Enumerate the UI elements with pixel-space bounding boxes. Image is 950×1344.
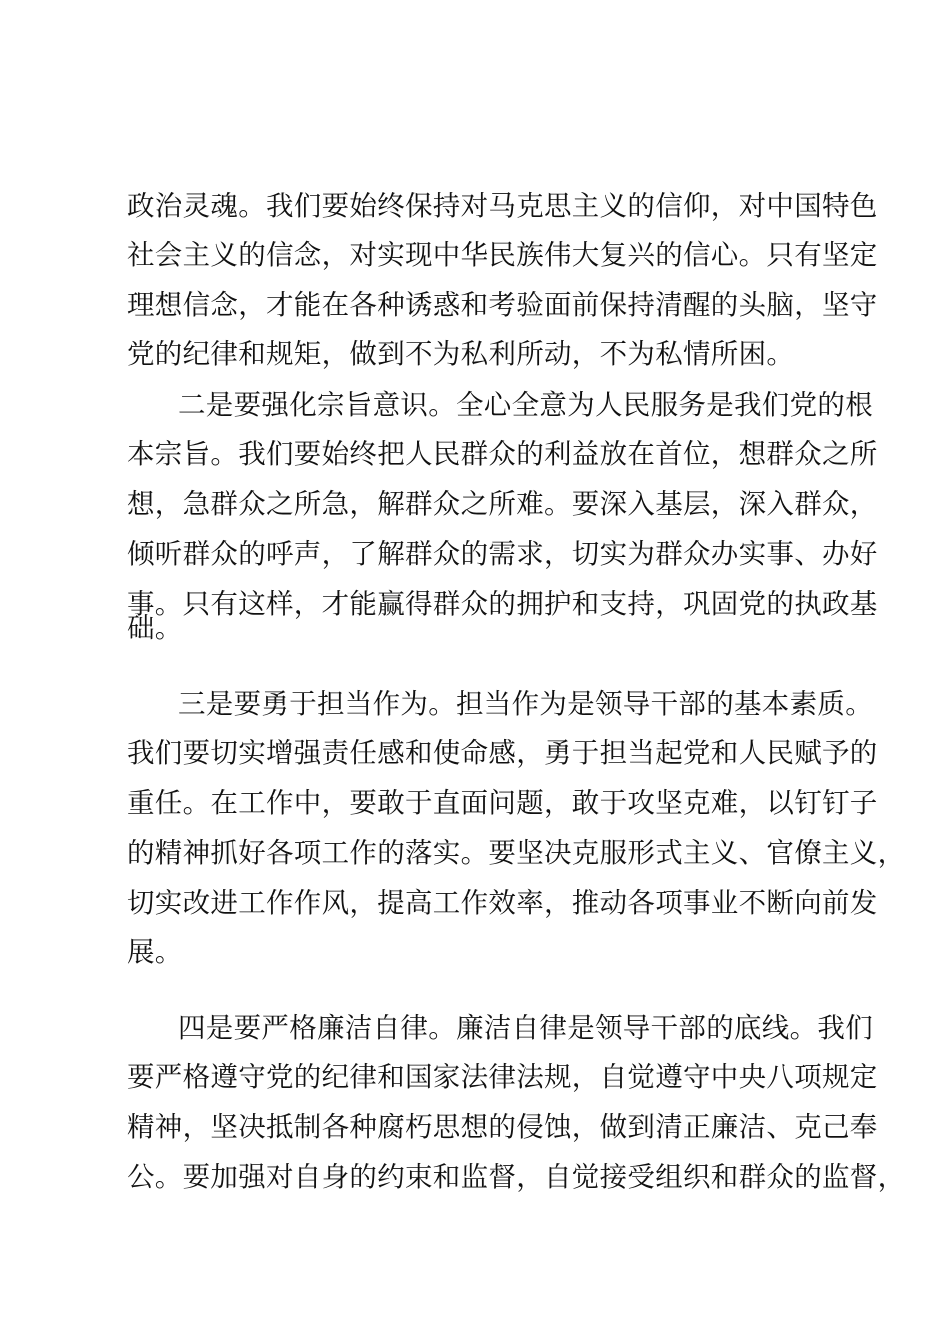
text-line: 展。 — [127, 936, 183, 968]
paragraph-first-line: 四是要严格廉洁自律。廉洁自律是领导干部的底线。我们 — [178, 1012, 873, 1044]
text-line: 理想信念，才能在各种诱惑和考验面前保持清醒的头脑，坚守 — [127, 289, 878, 321]
text-line: 事。只有这样，才能赢得群众的拥护和支持，巩固党的执政基 — [127, 588, 878, 620]
text-line: 政治灵魂。我们要始终保持对马克思主义的信仰，对中国特色 — [127, 190, 878, 222]
text-line: 我们要切实增强责任感和使命感，勇于担当起党和人民赋予的 — [127, 737, 878, 769]
paragraph-first-line: 二是要强化宗旨意识。全心全意为人民服务是我们党的根 — [178, 389, 873, 421]
text-line: 要严格遵守党的纪律和国家法律法规，自觉遵守中央八项规定 — [127, 1061, 878, 1093]
text-line: 公。要加强对自身的约束和监督，自觉接受组织和群众的监督， — [127, 1161, 906, 1193]
text-line: 倾听群众的呼声，了解群众的需求，切实为群众办实事、办好 — [127, 538, 878, 570]
text-line: 重任。在工作中，要敢于直面问题，敢于攻坚克难，以钉钉子 — [127, 787, 878, 819]
text-line: 切实改进工作作风，提高工作效率，推动各项事业不断向前发 — [127, 887, 878, 919]
text-line: 党的纪律和规矩，做到不为私利所动，不为私情所困。 — [127, 338, 795, 370]
text-line: 社会主义的信念，对实现中华民族伟大复兴的信心。只有坚定 — [127, 239, 878, 271]
text-line: 本宗旨。我们要始终把人民群众的利益放在首位，想群众之所 — [127, 438, 878, 470]
text-line: 精神，坚决抵制各种腐朽思想的侵蚀，做到清正廉洁、克己奉 — [127, 1111, 878, 1143]
paragraph-first-line: 三是要勇于担当作为。担当作为是领导干部的基本素质。 — [178, 688, 873, 720]
text-line: 的精神抓好各项工作的落实。要坚决克服形式主义、官僚主义， — [127, 837, 906, 869]
text-line: 想，急群众之所急，解群众之所难。要深入基层，深入群众， — [127, 488, 878, 520]
text-line: 础。 — [127, 612, 183, 644]
